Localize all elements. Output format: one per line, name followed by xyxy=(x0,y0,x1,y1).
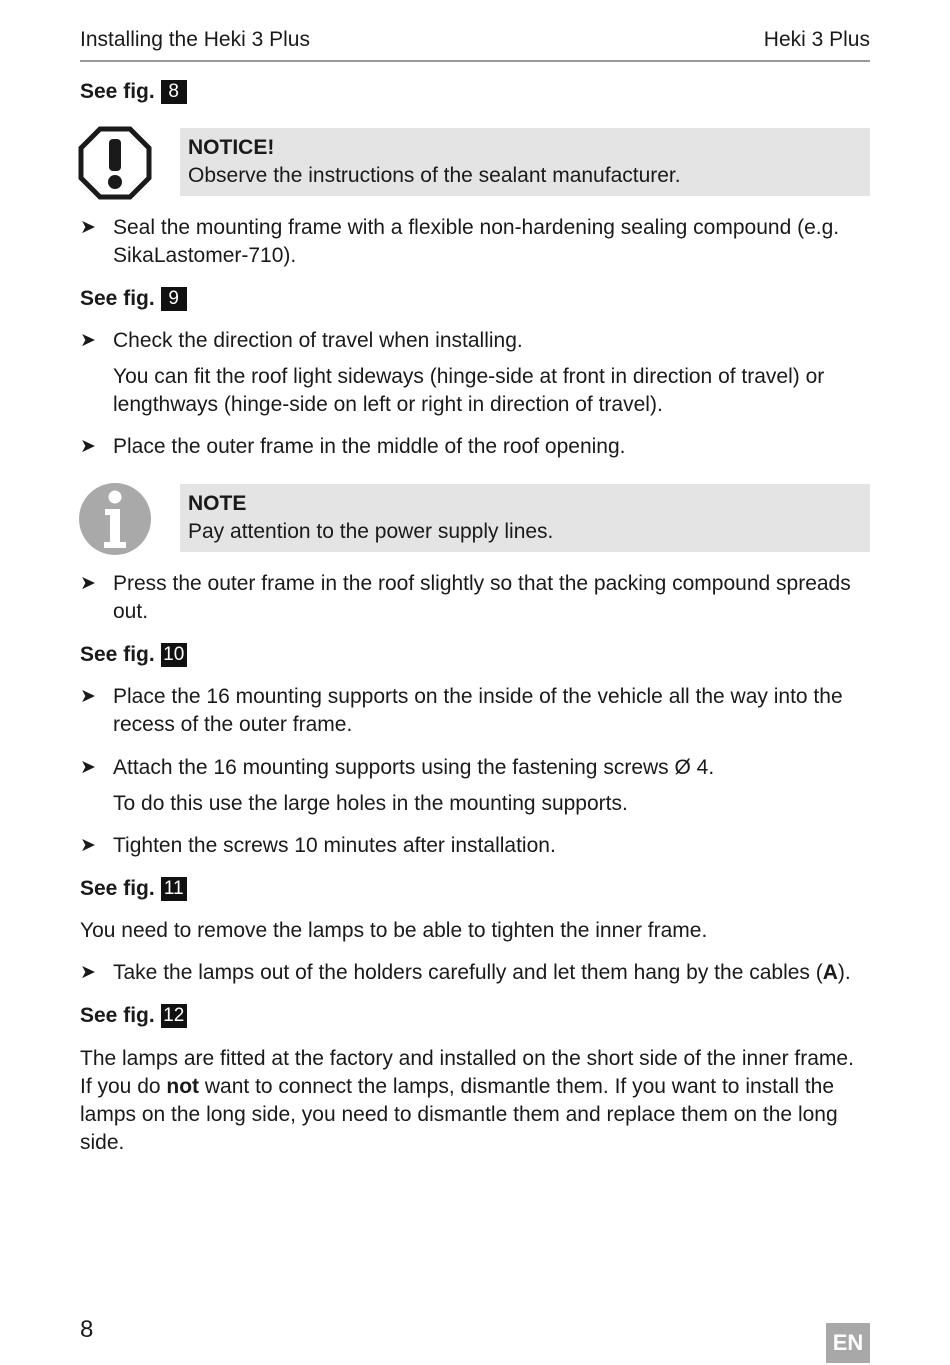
step-arrow-icon: ➤ xyxy=(80,686,96,707)
step-text-start: Take the lamps out of the holders carefully and let them hang by the cables ( xyxy=(113,961,823,984)
step-arrow-icon: ➤ xyxy=(80,217,96,238)
step-place-mounting-supports xyxy=(80,683,870,739)
see-fig-9-heading xyxy=(80,286,187,312)
step-place-outer-frame xyxy=(80,433,870,461)
step-attach-mounting-supports xyxy=(80,754,870,782)
fig-number-badge: 9 xyxy=(161,287,187,311)
step-text-end: ). xyxy=(837,961,851,984)
see-fig-10-heading xyxy=(80,642,187,668)
see-fig-label: See fig. xyxy=(80,1004,155,1027)
see-fig-label: See fig. xyxy=(80,877,155,900)
step-text: Place the outer frame in the middle of the roof opening. xyxy=(113,435,626,458)
step-text xyxy=(113,959,870,987)
step-arrow-icon: ➤ xyxy=(80,436,96,457)
step-check-direction xyxy=(80,327,870,355)
step-text: Tighten the screws 10 minutes after installation. xyxy=(113,834,556,857)
paragraph-text-start: The lamps are fitted at the factory and installed on the short side of the inner frame. If you do xyxy=(80,1047,854,1098)
step-attach-detail: To do this use the large holes in the mounting supports. xyxy=(113,792,628,815)
header-product-name: Heki 3 Plus xyxy=(763,28,870,51)
fig-number-badge: 10 xyxy=(161,643,187,667)
page-number: 8 xyxy=(80,1316,94,1343)
note-box xyxy=(180,484,870,552)
see-fig-label: See fig. xyxy=(80,643,155,666)
page-header xyxy=(80,28,870,62)
step-arrow-icon: ➤ xyxy=(80,757,96,778)
info-icon xyxy=(78,482,152,556)
step-arrow-icon: ➤ xyxy=(80,835,96,856)
notice-text: Observe the instructions of the sealant manufacturer. xyxy=(188,164,681,187)
paragraph-lamps-factory xyxy=(80,1045,870,1157)
step-tighten-screws xyxy=(80,832,870,860)
step-text: Place the 16 mounting supports on the inside of the vehicle all the way into the recess of the outer frame. xyxy=(113,685,843,736)
note-title: NOTE xyxy=(188,492,247,515)
step-text: Press the outer frame in the roof slightly so that the packing compound spreads out. xyxy=(113,572,851,623)
notice-title: NOTICE! xyxy=(188,136,275,159)
callout-letter: A xyxy=(822,961,838,984)
header-section-title: Installing the Heki 3 Plus xyxy=(80,28,310,51)
emphasis-not: not xyxy=(166,1075,200,1098)
language-badge: EN xyxy=(826,1323,870,1363)
note-text: Pay attention to the power supply lines. xyxy=(188,520,554,543)
see-fig-label: See fig. xyxy=(80,80,155,103)
step-text: Attach the 16 mounting supports using the fastening screws Ø 4. xyxy=(113,756,715,779)
paragraph-text-end: want to connect the lamps, dismantle them. If you want to install the lamps on the long side, you need to dismantle them and replace them on the long side. xyxy=(80,1075,838,1154)
step-arrow-icon: ➤ xyxy=(80,573,96,594)
fig-number-badge: 11 xyxy=(161,877,187,901)
step-seal-frame xyxy=(80,214,870,270)
step-text: Check the direction of travel when installing. xyxy=(113,329,523,352)
see-fig-label: See fig. xyxy=(80,287,155,310)
see-fig-12-heading xyxy=(80,1003,187,1029)
step-text: Seal the mounting frame with a flexible non-hardening sealing compound (e.g. SikaLastomer-710). xyxy=(113,216,840,267)
step-arrow-icon: ➤ xyxy=(80,330,96,351)
paragraph-remove-lamps: You need to remove the lamps to be able to tighten the inner frame. xyxy=(80,919,708,942)
step-arrow-icon: ➤ xyxy=(80,962,96,983)
see-fig-8-heading xyxy=(80,79,187,105)
step-press-outer-frame xyxy=(80,570,870,626)
warning-icon xyxy=(78,126,152,200)
fig-number-badge: 8 xyxy=(161,80,187,104)
step-check-direction-detail: You can fit the roof light sideways (hinge-side at front in direction of travel) or lengthways (hinge-side on left or right in direction of travel). xyxy=(113,365,825,416)
fig-number-badge: 12 xyxy=(161,1004,187,1028)
step-take-lamps-out xyxy=(80,959,870,987)
see-fig-11-heading xyxy=(80,876,187,902)
notice-box xyxy=(180,128,870,196)
